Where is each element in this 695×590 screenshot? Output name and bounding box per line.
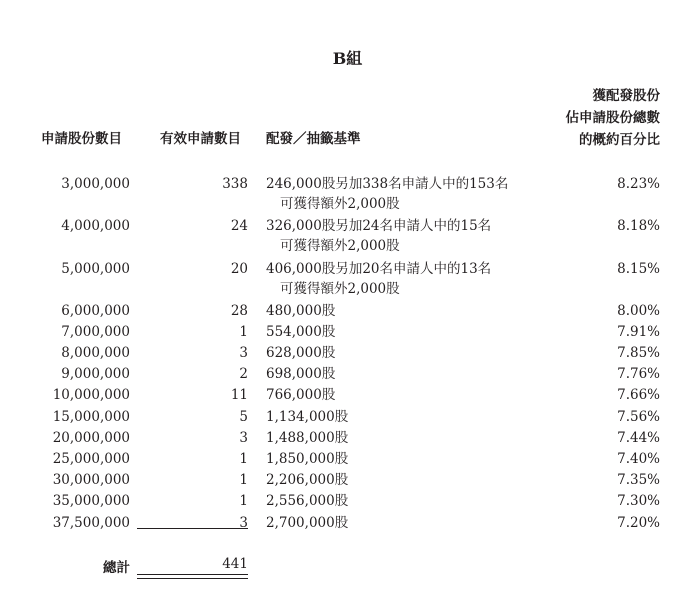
allocation-basis-line1: 1,850,000股 bbox=[266, 451, 349, 467]
percentage-cell: 8.15% bbox=[617, 261, 660, 277]
percentage-cell: 7.85% bbox=[617, 345, 660, 361]
valid-applications-cell: 20 bbox=[230, 261, 248, 277]
allocation-basis-line1: 326,000股另加24名申請人中的15名 bbox=[266, 218, 492, 234]
percentage-cell: 7.35% bbox=[617, 472, 660, 488]
allocation-basis-line2: 可獲得額外2,000股 bbox=[280, 281, 400, 297]
applied-shares-cell: 3,000,000 bbox=[61, 176, 130, 192]
total-double-underline-bottom bbox=[137, 578, 248, 579]
total-label: 總計 bbox=[103, 560, 130, 576]
allocation-basis-cell bbox=[266, 301, 335, 321]
valid-applications-cell: 338 bbox=[222, 176, 248, 192]
header-valid-applications: 有效申請數目 bbox=[160, 131, 241, 147]
percentage-cell: 8.18% bbox=[617, 218, 660, 234]
percentage-cell: 8.23% bbox=[617, 176, 660, 192]
applied-shares-cell: 35,000,000 bbox=[52, 493, 130, 509]
valid-applications-cell: 5 bbox=[239, 409, 248, 425]
allocation-basis-cell bbox=[266, 491, 348, 511]
allocation-basis-line1: 480,000股 bbox=[266, 303, 336, 319]
valid-applications-cell: 3 bbox=[239, 430, 248, 446]
valid-applications-cell: 28 bbox=[230, 303, 248, 319]
applied-shares-cell: 8,000,000 bbox=[61, 345, 130, 361]
allocation-basis-line1: 2,206,000股 bbox=[266, 472, 349, 488]
valid-applications-cell: 1 bbox=[239, 324, 248, 340]
allocation-basis-cell bbox=[266, 513, 348, 533]
allocation-basis-line2: 可獲得額外2,000股 bbox=[280, 196, 400, 212]
valid-applications-cell: 3 bbox=[239, 345, 248, 361]
valid-column-underline bbox=[137, 528, 248, 529]
applied-shares-cell: 20,000,000 bbox=[52, 430, 130, 446]
percentage-cell: 7.44% bbox=[617, 430, 660, 446]
allocation-basis-line1: 698,000股 bbox=[266, 366, 336, 382]
percentage-cell: 7.20% bbox=[617, 515, 660, 531]
percentage-cell: 7.91% bbox=[617, 324, 660, 340]
allocation-basis-cell bbox=[266, 470, 348, 490]
allocation-basis-line1: 1,488,000股 bbox=[266, 430, 349, 446]
applied-shares-cell: 7,000,000 bbox=[61, 324, 130, 340]
allocation-basis-line1: 554,000股 bbox=[266, 324, 336, 340]
allocation-basis-cell bbox=[266, 428, 348, 448]
allocation-basis-cell bbox=[266, 343, 335, 363]
allocation-basis-line1: 2,556,000股 bbox=[266, 493, 349, 509]
percentage-cell: 8.00% bbox=[617, 303, 660, 319]
applied-shares-cell: 5,000,000 bbox=[61, 261, 130, 277]
applied-shares-cell: 6,000,000 bbox=[61, 303, 130, 319]
valid-applications-cell: 3 bbox=[239, 515, 248, 531]
allocation-basis-line1: 766,000股 bbox=[266, 387, 336, 403]
total-double-underline-top bbox=[137, 574, 248, 575]
allocation-basis-cell bbox=[266, 449, 348, 469]
valid-applications-cell: 24 bbox=[230, 218, 248, 234]
valid-applications-cell: 1 bbox=[239, 493, 248, 509]
percentage-cell: 7.66% bbox=[617, 387, 660, 403]
header-applied-shares: 申請股份數目 bbox=[41, 131, 122, 147]
applied-shares-cell: 30,000,000 bbox=[52, 472, 130, 488]
allocation-basis-line1: 406,000股另加20名申請人中的13名 bbox=[266, 261, 492, 277]
applied-shares-cell: 10,000,000 bbox=[52, 387, 130, 403]
header-percentage-line3: 的概約百分比 bbox=[579, 132, 660, 148]
total-value: 441 bbox=[222, 556, 248, 572]
percentage-cell: 7.76% bbox=[617, 366, 660, 382]
header-percentage-line2: 佔申請股份總數 bbox=[565, 110, 660, 126]
allocation-basis-line1: 628,000股 bbox=[266, 345, 336, 361]
allocation-basis-cell bbox=[266, 174, 508, 214]
allocation-basis-cell bbox=[266, 407, 348, 427]
allocation-basis-line1: 246,000股另加338名申請人中的153名 bbox=[266, 176, 509, 192]
percentage-cell: 7.40% bbox=[617, 451, 660, 467]
allocation-basis-line1: 2,700,000股 bbox=[266, 515, 349, 531]
header-percentage bbox=[566, 85, 661, 151]
allocation-basis-cell bbox=[266, 216, 491, 256]
allocation-basis-cell bbox=[266, 364, 335, 384]
allocation-basis-line2: 可獲得額外2,000股 bbox=[280, 238, 400, 254]
allocation-basis-line1: 1,134,000股 bbox=[266, 409, 349, 425]
applied-shares-cell: 9,000,000 bbox=[61, 366, 130, 382]
section-title: B組 bbox=[332, 49, 363, 68]
applied-shares-cell: 25,000,000 bbox=[52, 451, 130, 467]
header-percentage-line1: 獲配發股份 bbox=[592, 88, 660, 104]
allocation-basis-cell bbox=[266, 385, 335, 405]
valid-applications-cell: 2 bbox=[239, 366, 248, 382]
applied-shares-cell: 4,000,000 bbox=[61, 218, 130, 234]
percentage-cell: 7.30% bbox=[617, 493, 660, 509]
applied-shares-cell: 37,500,000 bbox=[52, 515, 130, 531]
valid-applications-cell: 11 bbox=[230, 387, 248, 403]
valid-applications-cell: 1 bbox=[239, 472, 248, 488]
allocation-basis-cell bbox=[266, 322, 335, 342]
header-allocation-basis: 配發／抽籤基準 bbox=[266, 131, 361, 147]
applied-shares-cell: 15,000,000 bbox=[52, 409, 130, 425]
allocation-basis-cell bbox=[266, 259, 491, 299]
percentage-cell: 7.56% bbox=[617, 409, 660, 425]
valid-applications-cell: 1 bbox=[239, 451, 248, 467]
